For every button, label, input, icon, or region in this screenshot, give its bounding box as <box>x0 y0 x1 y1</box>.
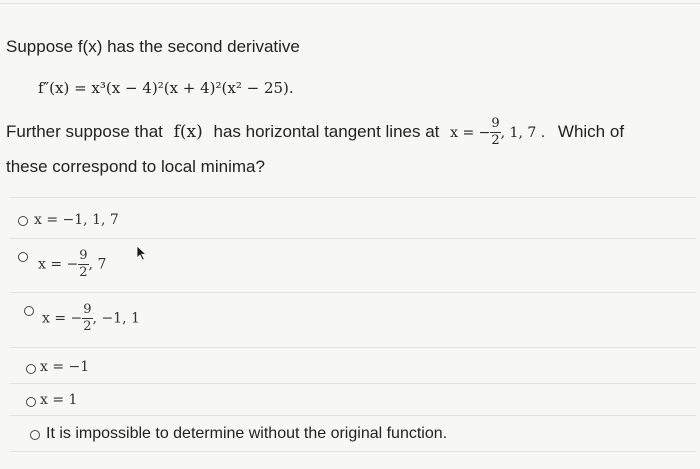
option-2-fraction <box>78 249 88 280</box>
question-line-3-mid: has horizontal tangent lines at <box>213 121 440 141</box>
question-line-1: Suppose f(x) has the second derivative <box>6 37 300 56</box>
option-3-fraction <box>82 303 92 334</box>
option-6-label: It is impossible to determine without the original function. <box>46 425 448 442</box>
question-fraction <box>490 117 500 148</box>
option-2-fraction-den: 2 <box>79 265 88 280</box>
option-divider <box>10 197 696 198</box>
option-3-fraction-num: 9 <box>83 302 92 317</box>
option-divider <box>10 347 696 348</box>
radio-unselected-icon[interactable] <box>30 430 40 440</box>
question-fraction-den: 2 <box>491 133 500 148</box>
question-fx: f(x) <box>173 121 203 142</box>
option-4-label: x = −1 <box>40 359 90 375</box>
question-line-3-suffix: Which of <box>557 121 625 141</box>
mouse-cursor-icon <box>136 245 147 261</box>
question-x-equals: x = − <box>450 124 491 141</box>
option-divider <box>10 238 696 239</box>
radio-unselected-icon[interactable] <box>26 397 36 407</box>
top-divider <box>0 3 700 4</box>
question-line-3-prefix: Further suppose that <box>6 121 163 141</box>
option-divider <box>10 292 696 293</box>
option-divider <box>10 415 696 416</box>
option-2-label <box>38 249 106 280</box>
radio-unselected-icon[interactable] <box>26 364 36 374</box>
question-equation: f″(x) = x³(x − 4)²(x + 4)²(x² − 25). <box>38 79 294 97</box>
option-3-prefix: x = − <box>42 310 83 327</box>
question-fraction-num: 9 <box>491 116 500 131</box>
option-divider <box>10 383 696 384</box>
option-2-fraction-num: 9 <box>79 248 88 263</box>
radio-unselected-icon[interactable] <box>24 306 34 316</box>
option-3-fraction-den: 2 <box>83 319 92 334</box>
option-1-label: x = −1, 1, 7 <box>34 212 119 228</box>
question-line-4: these correspond to local minima? <box>6 157 265 176</box>
question-tail: , 1, 7 . <box>500 124 546 141</box>
option-divider <box>10 451 696 452</box>
option-2-tail: , 7 <box>88 256 107 273</box>
option-3-label <box>42 303 140 334</box>
question-line-3 <box>6 117 624 148</box>
radio-unselected-icon[interactable] <box>18 252 28 262</box>
option-3-tail: , −1, 1 <box>92 310 140 327</box>
option-5-label: x = 1 <box>40 392 78 408</box>
radio-unselected-icon[interactable] <box>18 216 28 226</box>
option-2-prefix: x = − <box>38 256 79 273</box>
